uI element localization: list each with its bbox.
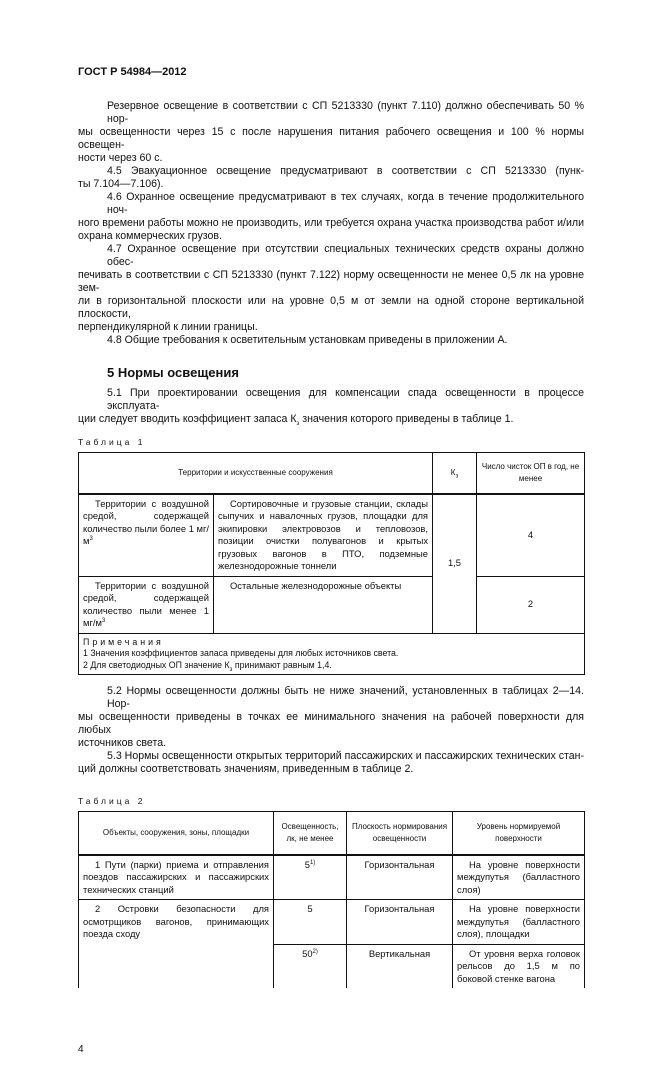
text-line: печивать в соответствии с СП 5213330 (пункт 7.122) норму освещенности не менее 0,5 лк на уровне зем- <box>78 269 584 294</box>
table1-cell-k-value: 1,5 <box>433 494 477 634</box>
footnote-mark: 1) <box>309 859 316 866</box>
text: значения которого приведены в таблице 1. <box>299 413 514 425</box>
text-line: ности через 60 с. <box>78 152 163 164</box>
table1-cell-objects: Сортировочные и грузовые станции, склады сыпучих и навалочных грузов, площадки для экипировки электровозов и тепловозов, позиции очистки полувагонов и крытых грузовых вагонов в ПТО, подземные железнодорожные тоннели <box>214 494 433 577</box>
text-line: 4.5 Эвакуационное освещение предусматривают в соответствии с СП 5213330 (пунк- <box>107 165 584 177</box>
text-line: Резервное освещение в соответствии с СП 5213330 (пункт 7.110) должно обеспечивать 50 % нор- <box>107 100 584 125</box>
paragraph-5-2 <box>78 685 584 776</box>
text-line: 4.6 Охранное освещение предусматривают в тех случаях, когда в течение продолжительного ноч- <box>107 191 584 216</box>
table2-header-level: Уровень нормируемой поверхности <box>453 812 585 855</box>
text: Территории с воздушной средой, содержащей количество пыли менее 1 мг/м <box>83 579 209 628</box>
text: 50 <box>302 947 313 959</box>
table2-cell-plane: Горизонтальная <box>347 900 453 945</box>
text-line: 4.7 Охранное освещение при отсутствии специальных технических средств охраны должно обес- <box>107 243 584 268</box>
table2-header-illuminance: Освещенность, лк, не менее <box>274 812 347 855</box>
text: Территории с воздушной средой, содержащей количество пыли более 1 мг/м <box>83 497 209 546</box>
notes-title: Примечания <box>83 636 164 647</box>
table1-caption: Таблица 1 <box>78 437 146 447</box>
text-line: ного времени работы можно не производить, или требуется охрана участка производства работ и/или <box>78 217 584 229</box>
table-row <box>79 576 585 633</box>
text: принимают равным 1,4. <box>232 659 332 670</box>
page-number: 4 <box>78 1044 84 1055</box>
text: 5 <box>304 858 310 870</box>
section-title: 5 Нормы освещения <box>107 365 239 380</box>
subscript: з <box>296 421 300 428</box>
document-header: ГОСТ Р 54984—2012 <box>78 66 187 78</box>
table2-cell-level: На уровне поверхности междупутья (балластного слоя) <box>453 855 585 900</box>
text-line: охрана коммерческих грузов. <box>78 230 222 242</box>
subscript: з <box>455 473 459 480</box>
table1-cell-cleanings: 4 <box>477 494 585 577</box>
note-1: 1 Значения коэффициентов запаса приведены для любых источников света. <box>83 648 399 658</box>
table1-header-cleanings: Число чисток ОП в год, не менее <box>477 453 585 494</box>
table1-cell-objects: Остальные железнодорожные объекты <box>214 576 433 633</box>
table-row <box>79 855 585 900</box>
table2-cell-plane: Горизонтальная <box>347 855 453 900</box>
text: 2 Для светодиодных ОП значение К <box>83 659 230 670</box>
table-row <box>79 900 585 945</box>
text-line: ций должны соответствовать значениям, приведенным в таблице 2. <box>78 763 414 775</box>
table2-header-plane: Плоскость нормирования освещенности <box>347 812 453 855</box>
text-line: мы освещенности приведены в точках ее минимального значения на рабочей поверхности для любых <box>78 711 584 736</box>
table1-header-k <box>433 453 477 494</box>
table2-cell-lux <box>274 855 347 900</box>
text-line: ты 7.104—7.106). <box>78 178 164 190</box>
superscript: 3 <box>89 535 93 542</box>
table2-cell-level: На уровне поверхности междупутья (балластного слоя), площадки <box>453 900 585 945</box>
text-line <box>78 413 584 426</box>
subscript: з <box>229 666 233 673</box>
text: ции следует вводить коэффициент запаса К <box>78 413 297 425</box>
text-line: перпендикулярной к линии границы. <box>78 321 258 333</box>
table2-header-objects: Объекты, сооружения, зоны, площадки <box>79 812 274 855</box>
text-line: мы освещенности через 15 с после нарушения питания рабочего освещения и 100 % нормы освещен- <box>78 126 584 151</box>
superscript: 3 <box>101 617 106 624</box>
table-1 <box>78 452 585 675</box>
table2-caption: Таблица 2 <box>78 796 146 806</box>
table-2 <box>78 811 585 988</box>
text-line: источников света. <box>78 737 167 749</box>
table1-cell-territory <box>79 494 214 577</box>
note-2 <box>83 660 580 672</box>
table2-cell-object: 1 Пути (парки) приема и отправления поездов пассажирских и пассажирских технических станций <box>79 855 274 900</box>
table1-header-territories: Территории и искусственные сооружения <box>79 453 433 494</box>
table2-cell-object: 2 Островки безопасности для осмотрщиков вагонов, принимающих поезда сходу <box>79 900 274 989</box>
text-line: 5.2 Нормы освещенности должны быть не ниже значений, установленных в таблицах 2—14. Нор- <box>107 685 584 710</box>
table1-cell-cleanings: 2 <box>477 576 585 633</box>
table-row <box>79 494 585 577</box>
table1-cell-territory <box>79 576 214 633</box>
paragraph-reserve-lighting <box>78 100 584 347</box>
table1-notes <box>79 633 585 675</box>
paragraph-5-1 <box>78 387 584 426</box>
footnote-mark: 2) <box>312 948 318 955</box>
text-line: ли в горизонтальной плоскости или на уровне 0,5 м от земли на одной стороне вертикальной плоскости, <box>78 295 584 320</box>
table2-cell-lux: 5 <box>274 900 347 945</box>
text-line: 5.1 При проектировании освещения для компенсации спада освещенности в процессе эксплуата- <box>107 387 584 412</box>
table2-cell-level: От уровня верха головок рельсов до 1,5 м по боковой стенке вагона <box>453 944 585 988</box>
table2-cell-plane: Вертикальная <box>347 944 453 988</box>
table2-cell-lux <box>274 944 347 988</box>
text: К <box>450 467 456 477</box>
text-line: 4.8 Общие требования к осветительным установкам приведены в приложении А. <box>107 334 508 346</box>
text-line: 5.3 Нормы освещенности открытых территорий пассажирских и пассажирских технических стан- <box>107 750 584 762</box>
